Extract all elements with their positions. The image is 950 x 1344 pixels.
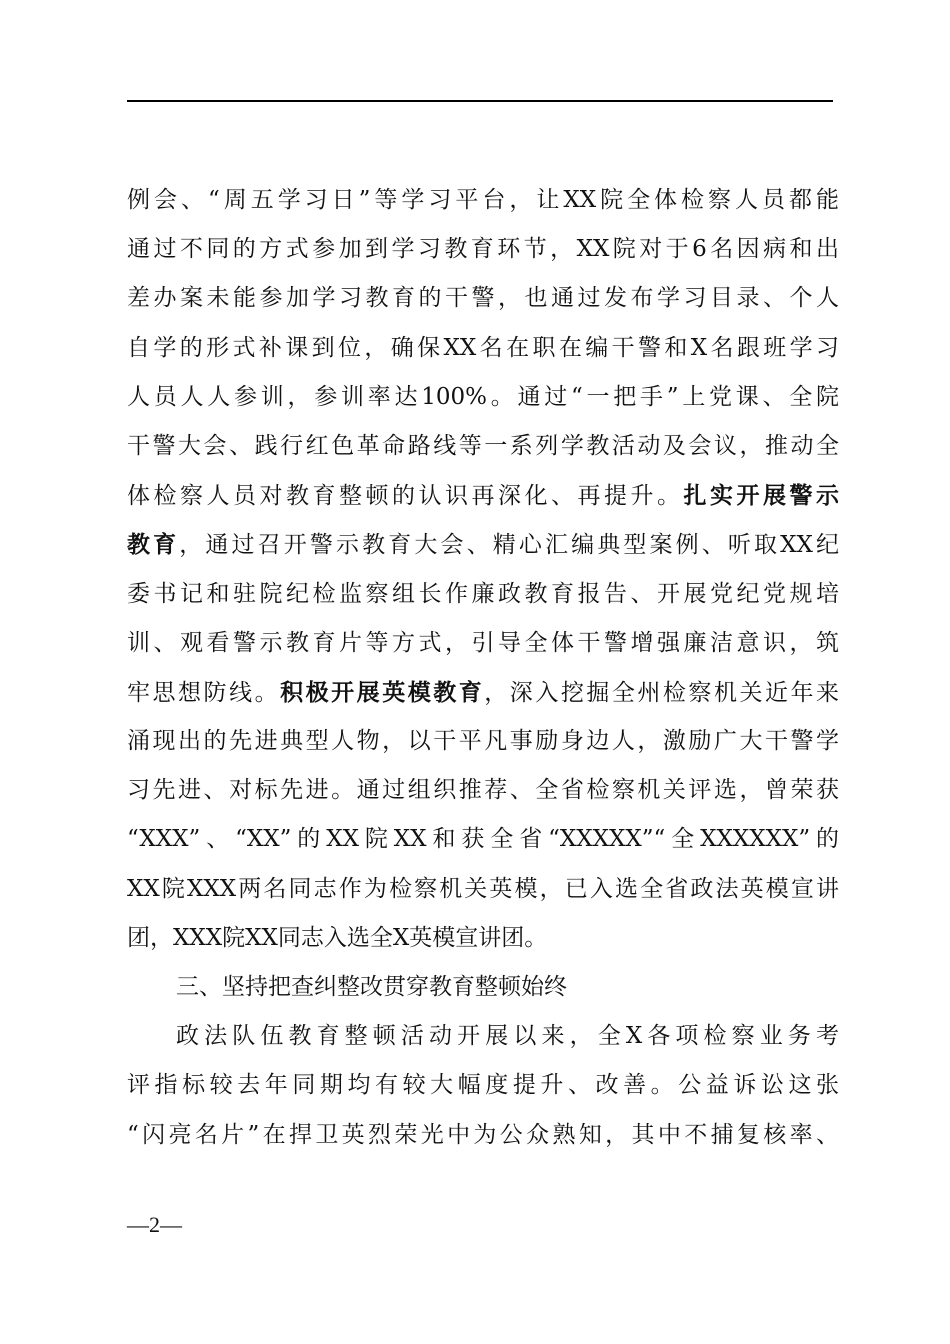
text-line: “闪亮名片”在捍卫英烈荣光中为公众熟知，其中不捕复核率、 (127, 1121, 839, 1148)
text-line: 例会、“周五学习日”等学习平台，让XX院全体检察人员都能 (127, 187, 839, 213)
text-line: 自学的形式补课到位，确保XX名在职在编干警和X名跟班学习 (127, 334, 839, 361)
section-heading: 三、坚持把查纠整改贯穿教育整顿始终 (176, 974, 567, 1000)
text-line (127, 520, 839, 569)
text-line: 通过不同的方式参加到学习教育环节，XX院对于6名因病和出 (127, 236, 839, 263)
bold-phrase: 教育 (127, 531, 180, 559)
text-line: XX院XXX两名同志作为检察机关英模，已入选全省政法英模宣讲 (127, 875, 839, 902)
body-text (127, 176, 839, 1160)
text-run: 体检察人员对教育整顿的认识再深化、再提升。 (127, 483, 684, 510)
header-rule (127, 100, 833, 102)
paragraph-first-line: 政法队伍教育整顿活动开展以来，全X各项检察业务考 (176, 1023, 839, 1050)
text-line: 习先进、对标先进。通过组织推荐、全省检察机关评选，曾荣获 (127, 777, 839, 804)
text-line: 委书记和驻院纪检监察组长作廉政教育报告、开展党纪党规培 (127, 580, 839, 607)
text-run: ，深入挖掘全州检察机关近年来 (484, 679, 840, 706)
text-line: “XXX”、“XX”的XX院XX和获全省“XXXXX”“全XXXXXX”的 (127, 826, 839, 853)
text-line: 训、观看警示教育片等方式，引导全体干警增强廉洁意识，筑 (127, 629, 839, 656)
bold-phrase: 积极开展英模教育 (280, 678, 485, 706)
text-line: 团，XXX院XX同志入选全X英模宣讲团。 (127, 924, 548, 951)
bold-phrase: 扎实开展警示 (683, 482, 839, 510)
text-line: 涌现出的先进典型人物，以干平凡事励身边人，激励广大干警学 (127, 728, 839, 755)
text-line: 人员人人参训，参训率达100%。通过“一把手”上党课、全院 (127, 383, 839, 410)
text-line: 差办案未能参加学习教育的干警，也通过发布学习目录、个人 (127, 285, 839, 312)
text-line: 评指标较去年同期均有较大幅度提升、改善。公益诉讼这张 (127, 1072, 839, 1099)
text-run: ，通过召开警示教育大会、精心汇编典型案例、听取XX纪 (179, 532, 839, 559)
text-line (127, 668, 839, 717)
page-number: —2— (127, 1212, 182, 1237)
text-line: 干警大会、践行红色革命路线等一系列学教活动及会议，推动全 (127, 432, 839, 459)
text-run: 牢思想防线。 (127, 679, 281, 706)
text-line (127, 471, 839, 520)
